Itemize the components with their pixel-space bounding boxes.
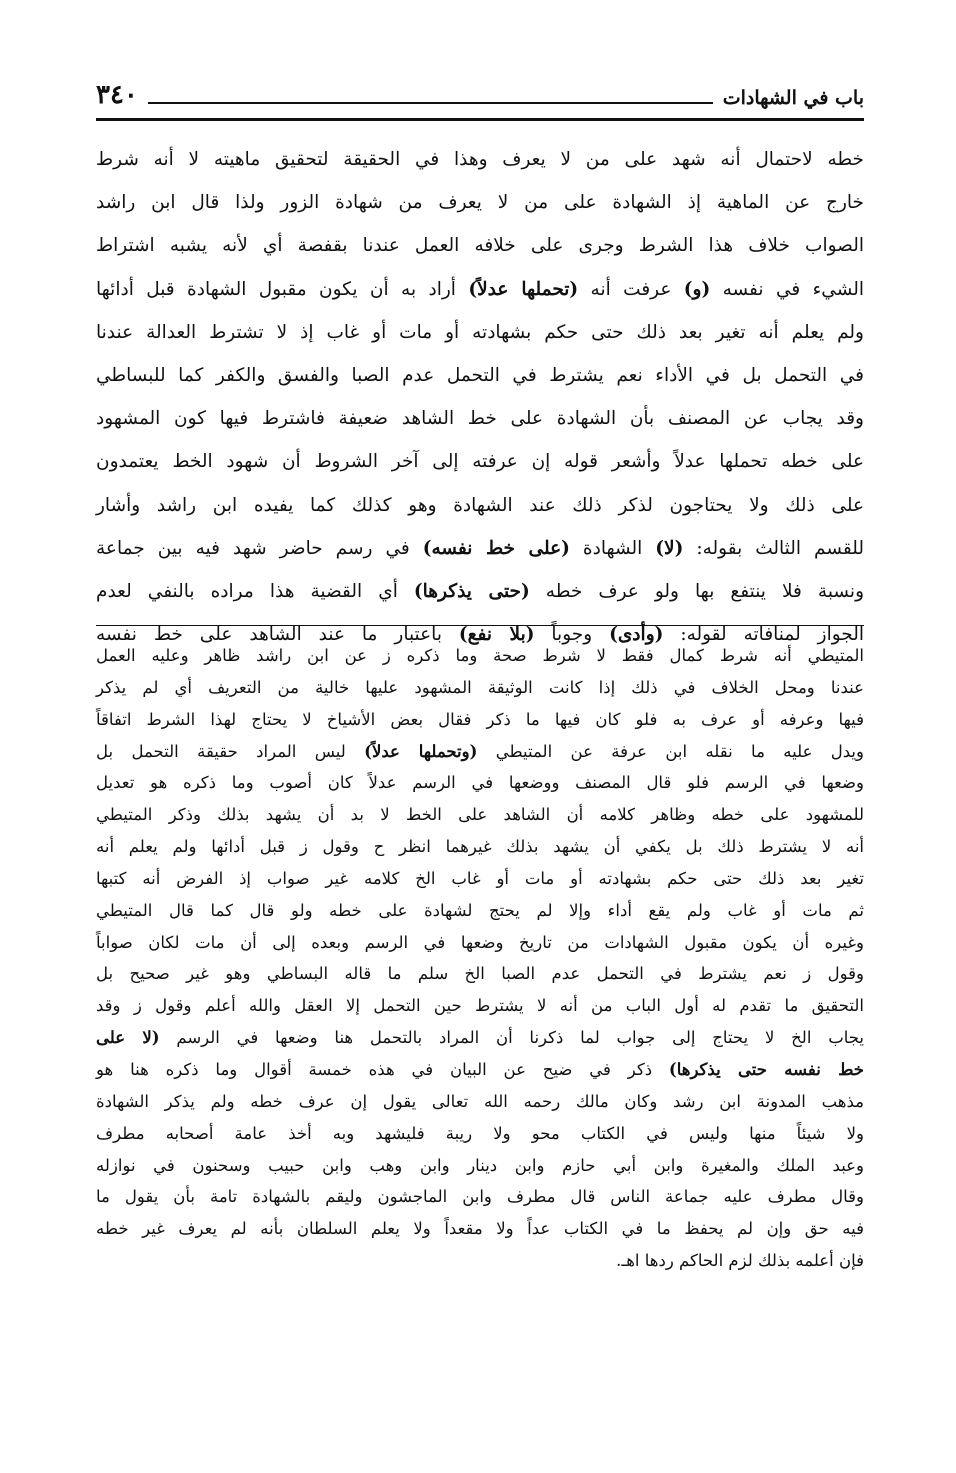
text-run: ولم يعلم أنه تغير بعد ذلك حتى حكم بشهادته أو مات أو غاب إذ لا تشترط العدالة عندنا — [96, 321, 864, 343]
text-run: فإن أعلمه بذلك لزم الحاكم ردها اهـ. — [616, 1251, 864, 1271]
text-run: على ذلك ولا يحتاجون لذكر ذلك عند الشهادة وهو كذلك كما يفيده ابن راشد وأشار — [96, 494, 864, 516]
footnote_text-line — [96, 799, 864, 831]
bold-quote: (تحملها عدلاً) — [468, 278, 579, 300]
bold-quote: (بلا نفع) — [458, 624, 535, 646]
bold-quote: (و) — [683, 278, 711, 300]
bold-quote: (لا على — [96, 1028, 160, 1048]
text-run: الجواز لمنافاته لقوله: — [663, 624, 864, 646]
text-run: للمشهود على خطه وظاهر كلامه أن الشاهد على الخط لا بد أن يشهد بذلك وذكر المتيطي — [96, 805, 864, 825]
text-run: أنه لا يشترط ذلك بل يكفي أن يشهد بذلك غيرهما انظر ح وقول ز قبل أدائها ولم يعلم أنه — [96, 837, 864, 857]
bold-quote: (حتى يذكرها) — [413, 581, 530, 603]
footnote_text-line — [96, 672, 864, 704]
footnote_text-line — [96, 1181, 864, 1213]
footnote_text-line — [96, 927, 864, 959]
footnote_text-line — [96, 767, 864, 799]
main_text-line — [96, 354, 864, 397]
text-run: يجاب الخ لا يحتاج إلى جواب لما ذكرنا أن المراد بالتحمل هنا وضعها في الرسم — [159, 1028, 864, 1048]
footnote_text-line — [96, 895, 864, 927]
main_text-line — [96, 484, 864, 527]
text-run: أي القضية هذا مراده بالنفي لعدم — [96, 581, 414, 603]
footnote_text-line — [96, 736, 864, 768]
running-title: باب في الشهادات — [722, 87, 864, 109]
bold-quote: (وتحملها عدلاً) — [364, 741, 478, 761]
bold-quote: (وأدى) — [609, 624, 664, 646]
bold-quote: خط نفسه حتى يذكرها) — [668, 1059, 864, 1079]
text-run: المتيطي أنه شرط كمال فقط لا شرط صحة وما ذكره ز عن ابن راشد ظاهر وعليه العمل — [96, 646, 864, 665]
text-run: للقسم الثالث بقوله: — [683, 537, 864, 559]
text-run: على خطه تحملها عدلاً وأشعر قوله إن عرفته إلى آخر الشروط أن شهود الخط يعتمدون — [96, 451, 864, 473]
text-run: أراد به أن يكون مقبول الشهادة قبل أدائها — [96, 278, 469, 300]
footnote-divider — [96, 625, 864, 626]
footnote_text-line — [96, 1150, 864, 1182]
main_text-line — [96, 570, 864, 613]
text-run: فيها وعرفه أو عرف به فلو كان فيها ما ذكر فقال بعض الأشياخ لا يحتاج لهذا الشرط اتفاقاً — [96, 709, 864, 729]
text-run: الشهادة — [569, 537, 656, 559]
header-rule — [148, 102, 713, 104]
text-run: عرفت أنه — [578, 278, 684, 300]
footnote-text — [96, 640, 864, 1277]
text-run: ونسبة فلا ينتفع بها ولو عرف خطه — [529, 581, 864, 603]
text-run: باعتبار ما عند الشاهد على خط نفسه — [96, 624, 459, 646]
text-run: خطه لاحتمال أنه شهد على من لا يعرف وهذا في الحقيقة لتحقيق ماهيته لا أنه شرط — [96, 149, 864, 170]
text-run: فيه حق وإن لم يحفظ ما في الكتاب عداً ولا مقعداً ولا يعلم السلطان بأنه لم يعرف غير خطه — [96, 1219, 864, 1239]
main_text-line — [96, 224, 864, 267]
text-run: ويدل عليه ما نقله ابن عرفة عن المتيطي — [477, 741, 864, 761]
bold-quote: (على خط نفسه) — [422, 537, 570, 559]
main_text-line — [96, 440, 864, 483]
text-run: وغيره أن يكون مقبول الشهادات من تاريخ وضعها في الرسم وبعده إلى أن مات لكان صواباً — [96, 932, 864, 952]
page-number: ٣٤٠ — [96, 80, 138, 110]
footnote_text-line — [96, 1086, 864, 1118]
bold-quote: (لا) — [655, 537, 684, 559]
footnote_text-line — [96, 1118, 864, 1150]
footnote_text-line — [96, 1054, 864, 1086]
footnote_text-line — [96, 1245, 864, 1277]
main_text-line — [96, 268, 864, 311]
text-run: وقد يجاب عن المصنف بأن الشهادة على خط الشاهد ضعيفة فاشترط فيها كون المشهود — [96, 408, 864, 430]
text-run: الشيء في نفسه — [710, 278, 864, 300]
footnote_text-line — [96, 640, 864, 672]
main_text-line — [96, 311, 864, 354]
text-run: في التحمل بل في الأداء نعم يشترط في التحمل عدم الصبا والفسق والكفر كما للبساطي — [96, 365, 864, 387]
text-run: وقال مطرف عليه جماعة الناس قال مطرف وابن الماجشون وليقم بالشهادة تامة بأن يقول ما — [96, 1187, 864, 1207]
footnote_text-line — [96, 831, 864, 863]
main_text-line — [96, 397, 864, 440]
text-run: التحقيق ما تقدم له أول الباب من أنه لا يشترط حين التحمل إلا العقل والله أعلم وقول ز وقد — [96, 996, 864, 1016]
text-run: ثم مات أو غاب ولم يقع أداء وإلا لم يحتج لشهادة على خطه ولو قال كما قال المتيطي — [96, 900, 864, 920]
text-run: في رسم حاضر شهد فيه بين جماعة — [96, 537, 423, 559]
footnote_text-line — [96, 958, 864, 990]
page-header — [96, 76, 864, 110]
footnote_text-line — [96, 704, 864, 736]
main_text-line — [96, 181, 864, 224]
footnote_text-line — [96, 990, 864, 1022]
text-run: مذهب المدونة ابن رشد وكان مالك رحمه الله تعالى يقول إن عرف خطه ولم يذكر الشهادة — [96, 1091, 865, 1111]
text-run: تغير بعد ذلك حتى حكم بشهادته أو مات أو غاب الخ كلامه غير صواب إذ الفرض أنه كتبها — [96, 868, 864, 888]
main_text-line — [96, 138, 864, 181]
text-run: ذكر في ضيح عن البيان في هذه خمسة أقوال وما ذكره هنا هو — [96, 1059, 669, 1079]
text-run: وعبد الملك والمغيرة وابن أبي حازم وابن دينار وابن وهب وابن حبيب وسحنون في نوازله — [96, 1155, 864, 1175]
text-run: ليس المراد حقيقة التحمل بل — [96, 741, 365, 761]
footnote_text-line — [96, 1213, 864, 1245]
header-underline — [96, 118, 864, 121]
text-run: الصواب خلاف هذا الشرط وجرى على خلافه العمل عندنا بقفصة أي لأنه يشبه اشتراط — [96, 235, 864, 257]
footnote_text-line — [96, 1022, 864, 1054]
text-run: خارج عن الماهية إذ الشهادة على من لا يعرف من شهادة الزور ولذا قال ابن راشد — [96, 192, 864, 214]
main-text — [96, 138, 864, 656]
text-run: وقول ز نعم يشترط في التحمل عدم الصبا الخ سلم ما قاله البساطي وهو غير صحيح بل — [96, 964, 864, 984]
text-run: عندنا ومحل الخلاف في ذلك إذا كانت الوثيقة المشهود عليها خالية من التعريف أي لم يذكر — [96, 677, 864, 697]
text-run: ولا شيئاً منها وليس في الكتاب محو ولا ريبة فليشهد وبه أخذ عامة أصحابه مطرف — [96, 1123, 864, 1143]
footnote_text-line — [96, 863, 864, 895]
main_text-line — [96, 527, 864, 570]
text-run: وجوباً — [534, 624, 610, 646]
text-run: وضعها في الرسم فلو قال المصنف ووضعها في الرسم عدلاً كان أصوب وما ذكره هو تعديل — [96, 773, 864, 793]
